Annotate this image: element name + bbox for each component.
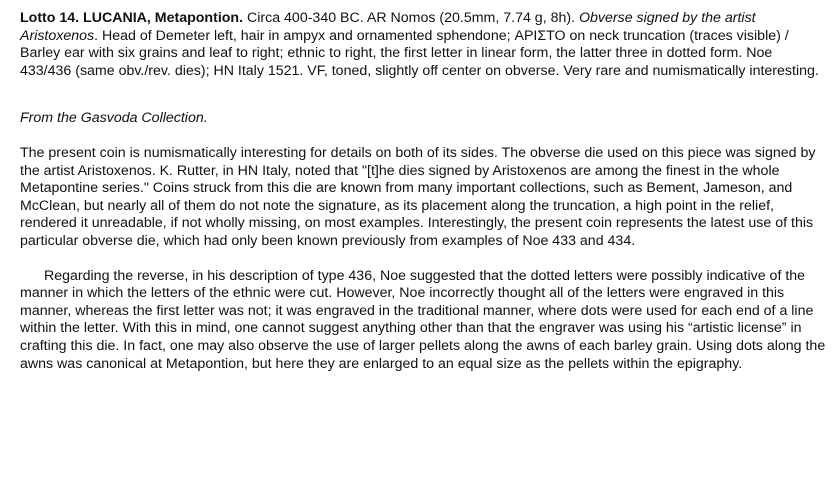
lot-heading: Lotto 14. LUCANIA, Metapontion. (20, 10, 244, 26)
provenance: From the Gasvoda Collection. (20, 110, 208, 127)
lot-date-denomination: Circa 400-340 BC. AR Nomos (20.5mm, 7.74 g, 8h). (243, 10, 579, 26)
lot-description: . Head of Demeter left, hair in ampyx and ornamented sphendone; ΑΡΙΣΤΟ on neck truncation (traces visible) / Barley ear with six grains and leaf to right; ethnic to right, the first letter in linear form, the latter three in dotted form. Noe 433/436 (same obv./rev. dies); HN Italy 1521. VF, toned, slightly off center on obverse. Very rare and numismatically interesting. (20, 27, 819, 79)
commentary-paragraph-1: The present coin is numismatically interesting for details on both of its sides. The obverse die used on this piece was signed by the artist Aristoxenos. K. Rutter, in HN Italy, noted that "[t]he dies signed by Aristoxenos are among the finest in the whole Metapontine series." Coins struck from this die are known from many important collections, such as Bement, Jameson, and McClean, but nearly all of them do not note the signature, as its placement along the truncation, a high point in the relief, rendered it unreadable, if not wholly missing, on most examples. Interestingly, the present coin represents the latest use of this particular obverse die, which had only been known previously from examples of Noe 433 and 434. (20, 144, 816, 249)
obverse-signed-note: Obverse signed by the artist Aristoxenos (20, 10, 756, 44)
commentary-paragraph-2: Regarding the reverse, in his description of type 436, Noe suggested that the dotted letters were possibly indicative of the manner in which the letters of the ethnic were cut. However, Noe incorrectly thought all of the letters were engraved in this manner, whereas the first letter was not; it was engraved in the traditional manner, where dots were used for each end of a line within the letter. With this in mind, one cannot suggest anything other than that the engraver was using his “artistic license” in crafting this die. In fact, one may also observe the use of larger pellets along the awns of each barley grain. Using dots along the awns was canonical at Metapontion, but here they are enlarged to an equal size as the pellets within the epigraphy. (20, 267, 826, 372)
lot-entry (20, 10, 826, 80)
